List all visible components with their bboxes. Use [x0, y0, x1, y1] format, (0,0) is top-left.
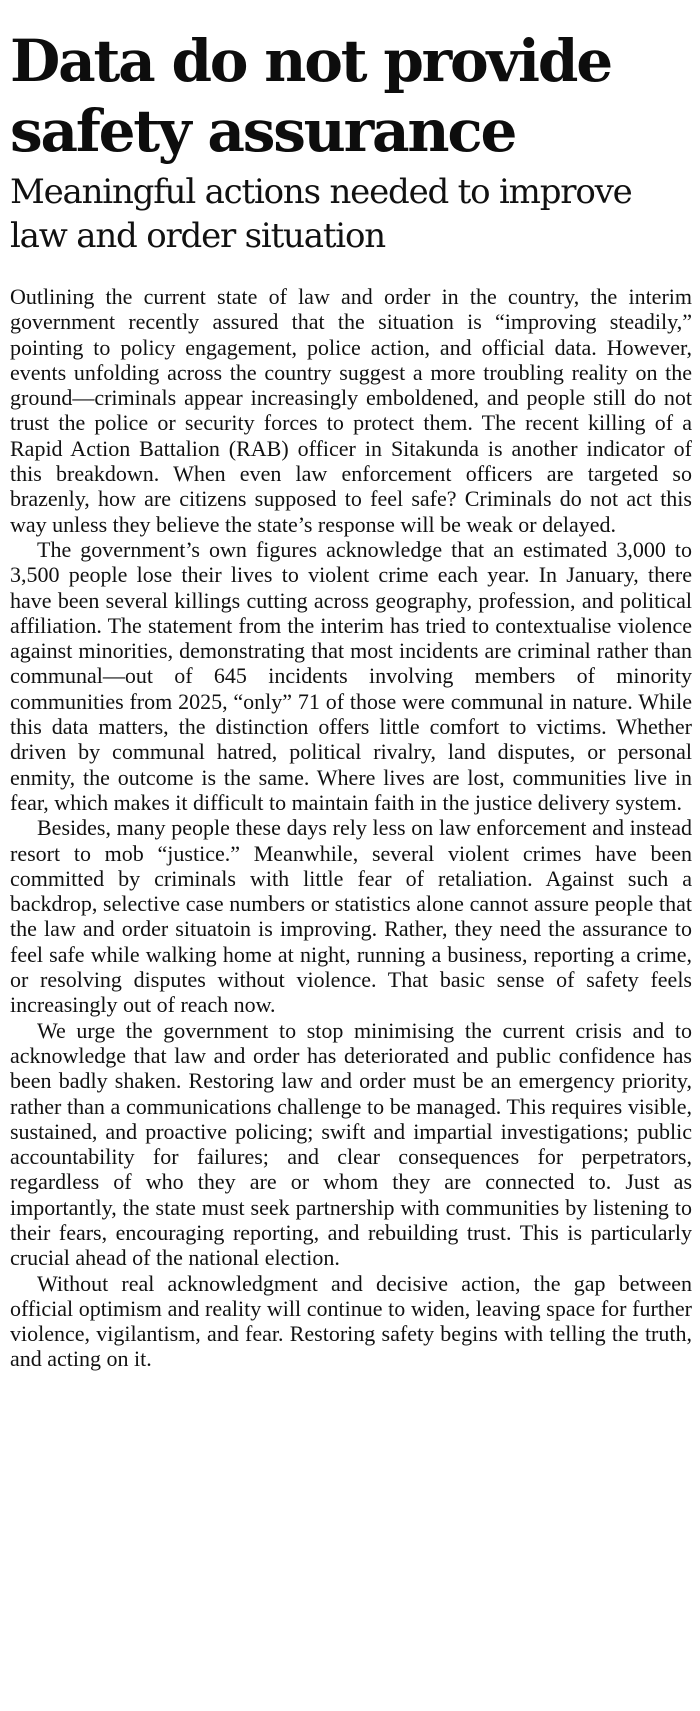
paragraph-3: Besides, many people these days rely less on law enforcement and instead resort to mob “justice.” Meanwhile, several violent crimes have been committed by criminals with little fear of retaliation. Against such a backdrop, selective case numbers or statistics alone cannot assure people that the law and order situatoin is improving. Rather, they need the assurance to feel safe while walking home at night, running a business, reporting a crime, or resolving disputes without violence. That basic sense of safety feels increasingly out of reach now.: [10, 815, 692, 1018]
paragraph-5: Without real acknowledgment and decisive action, the gap between official optimism and reality will continue to widen, leaving space for further violence, vigilantism, and fear. Restoring safety begins with telling the truth, and acting on it.: [10, 1270, 692, 1372]
paragraph-4: We urge the government to stop minimising the current crisis and to acknowledge that law and order has deteriorated and public confidence has been badly shaken. Restoring law and order must be an emergency priority, rather than a communications challenge to be managed. This requires visible, sustained, and proactive policing; swift and impartial investigations; public accountability for failures; and clear consequences for perpetrators, regardless of who they are or whom they are connected to. Just as importantly, the state must seek partnership with communities by listening to their fears, encouraging reporting, and rebuilding trust. This is particularly crucial ahead of the national election.: [10, 1017, 692, 1271]
headline: Data do not provide safety assurance: [10, 27, 611, 165]
paragraph-1: Outlining the current state of law and order in the country, the interim government recently assured that the situation is “improving steadily,” pointing to policy engagement, police action, and official data. However, events unfolding across the country suggest a more troubling reality on the ground—criminals appear increasingly emboldened, and people still do not trust the police or security forces to protect them. The recent killing of a Rapid Action Battalion (RAB) officer in Sitakunda is another indicator of this breakdown. When even law enforcement officers are targeted so brazenly, how are citizens supposed to feel safe? Criminals do not act this way unless they believe the state’s response will be weak or delayed.: [10, 284, 692, 537]
paragraph-2: The government’s own figures acknowledge that an estimated 3,000 to 3,500 people lose their lives to violent crime each year. In January, there have been several killings cutting across geography, profession, and political affiliation. The statement from the interim has tried to contextualise violence against minorities, demonstrating that most incidents are criminal rather than communal—out of 645 incidents involving members of minority communities from 2025, “only” 71 of those were communal in nature. While this data matters, the distinction offers little comfort to victims. Whether driven by communal hatred, political rivalry, land disputes, or personal enmity, the outcome is the same. Where lives are lost, communities live in fear, which makes it difficult to maintain faith in the justice delivery system.: [10, 536, 692, 815]
article-body: [10, 284, 692, 1372]
subheadline: Meaningful actions needed to improve law and order situation: [10, 172, 632, 256]
